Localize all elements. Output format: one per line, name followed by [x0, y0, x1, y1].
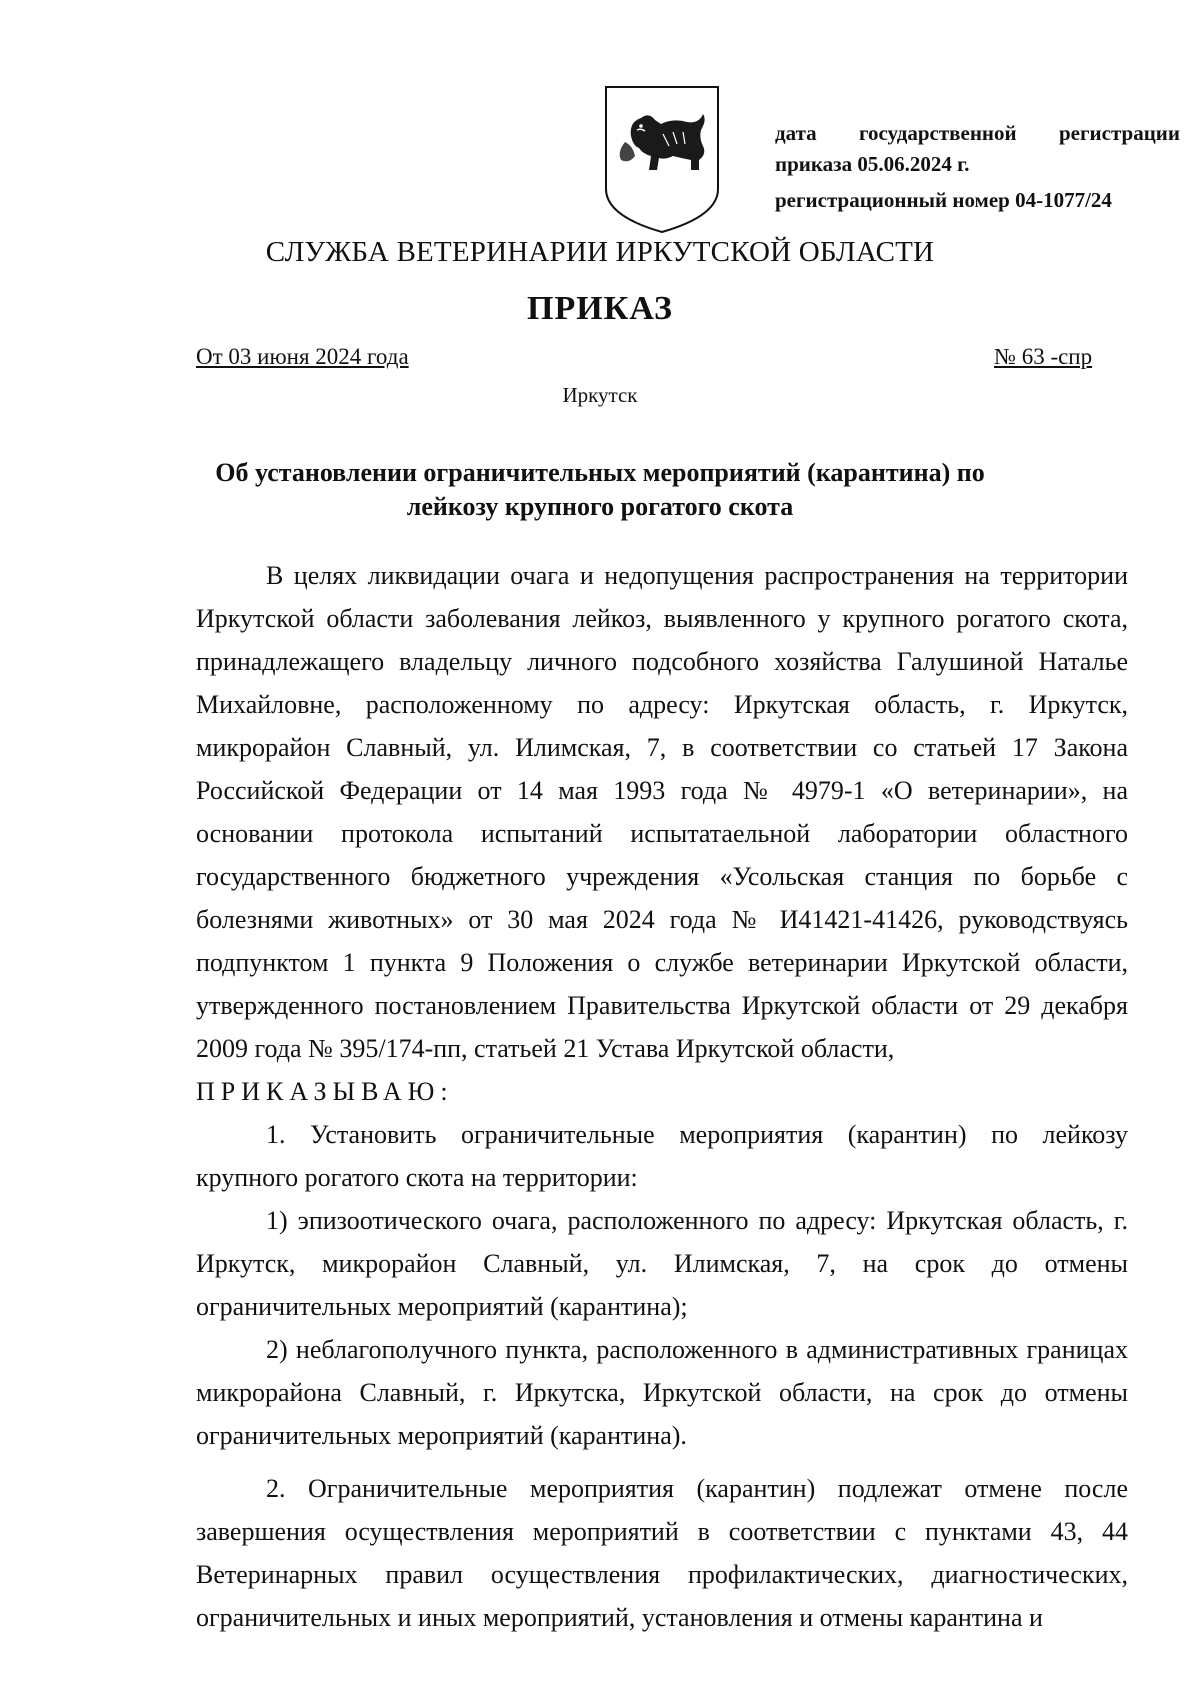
title-line-1: Об установлении ограничительных мероприятий (карантина) по	[215, 458, 985, 487]
item-1-2-paragraph: 2) неблагополучного пункта, расположенного в административных границах микрорайона Славный, г. Иркутска, Иркутской области, на срок до отмены ограничительных мероприятий (карантина).	[196, 1335, 1128, 1450]
registration-block	[775, 118, 1180, 216]
document-date: От 03 июня 2024 года	[196, 344, 409, 369]
title-line-2: лейкозу крупного рогатого скота	[406, 492, 794, 521]
document-type: ПРИКАЗ	[527, 290, 673, 327]
item-2-paragraph: 2. Ограничительные мероприятия (карантин) подлежат отмене после завершения осуществления мероприятий в соответствии с пунктами 43, 44 Ветеринарных правил осуществления профилактических, диагностических, ограничительных и иных мероприятий, установления и отмены карантина и	[196, 1474, 1128, 1632]
registration-line-1: дата государственной регистрации	[775, 121, 1180, 145]
registration-line-2: приказа 05.06.2024 г.	[775, 152, 970, 176]
item-1-1-paragraph: 1) эпизоотического очага, расположенного по адресу: Иркутская область, г. Иркутск, микрорайон Славный, ул. Илимская, 7, на срок до отмены ограничительных мероприятий (карантина);	[196, 1206, 1128, 1321]
document-title	[180, 456, 1020, 524]
document-body	[196, 554, 1128, 1639]
coat-of-arms-icon	[603, 84, 721, 236]
prikazyvayu-heading: ПРИКАЗЫВАЮ:	[196, 1077, 454, 1106]
document-city: Иркутск	[562, 383, 638, 407]
registration-number: регистрационный номер 04-1077/24	[775, 188, 1112, 212]
coat-of-arms-emblem	[603, 84, 721, 236]
organization-name: СЛУЖБА ВЕТЕРИНАРИИ ИРКУТСКОЙ ОБЛАСТИ	[265, 236, 935, 268]
document-number: № 63 -спр	[994, 344, 1093, 369]
item-1-paragraph: 1. Установить ограничительные мероприятия (карантин) по лейкозу крупного рогатого скота на территории:	[196, 1120, 1128, 1192]
preamble-paragraph: В целях ликвидации очага и недопущения распространения на территории Иркутской области заболевания лейкоз, выявленного у крупного рогатого скота, принадлежащего владельцу личного подсобного хозяйства Галушиной Наталье Михайловне, расположенному по адресу: Иркутская область, г. Иркутск, микрорайон Славный, ул. Илимская, 7, в соответствии со статьей 17 Закона Российской Федерации от 14 мая 1993 года № 4979-1 «О ветеринарии», на основании протокола испытаний испытатаельной лаборатории областного государственного бюджетного учреждения «Усольская станция по борьбе с болезнями животных» от 30 мая 2024 года № И41421-41426, руководствуясь подпунктом 1 пункта 9 Положения о службе ветеринарии Иркутской области, утвержденного постановлением Правительства Иркутской области от 29 декабря 2009 года № 395/174-пп, статьей 21 Устава Иркутской области,	[196, 561, 1128, 1063]
